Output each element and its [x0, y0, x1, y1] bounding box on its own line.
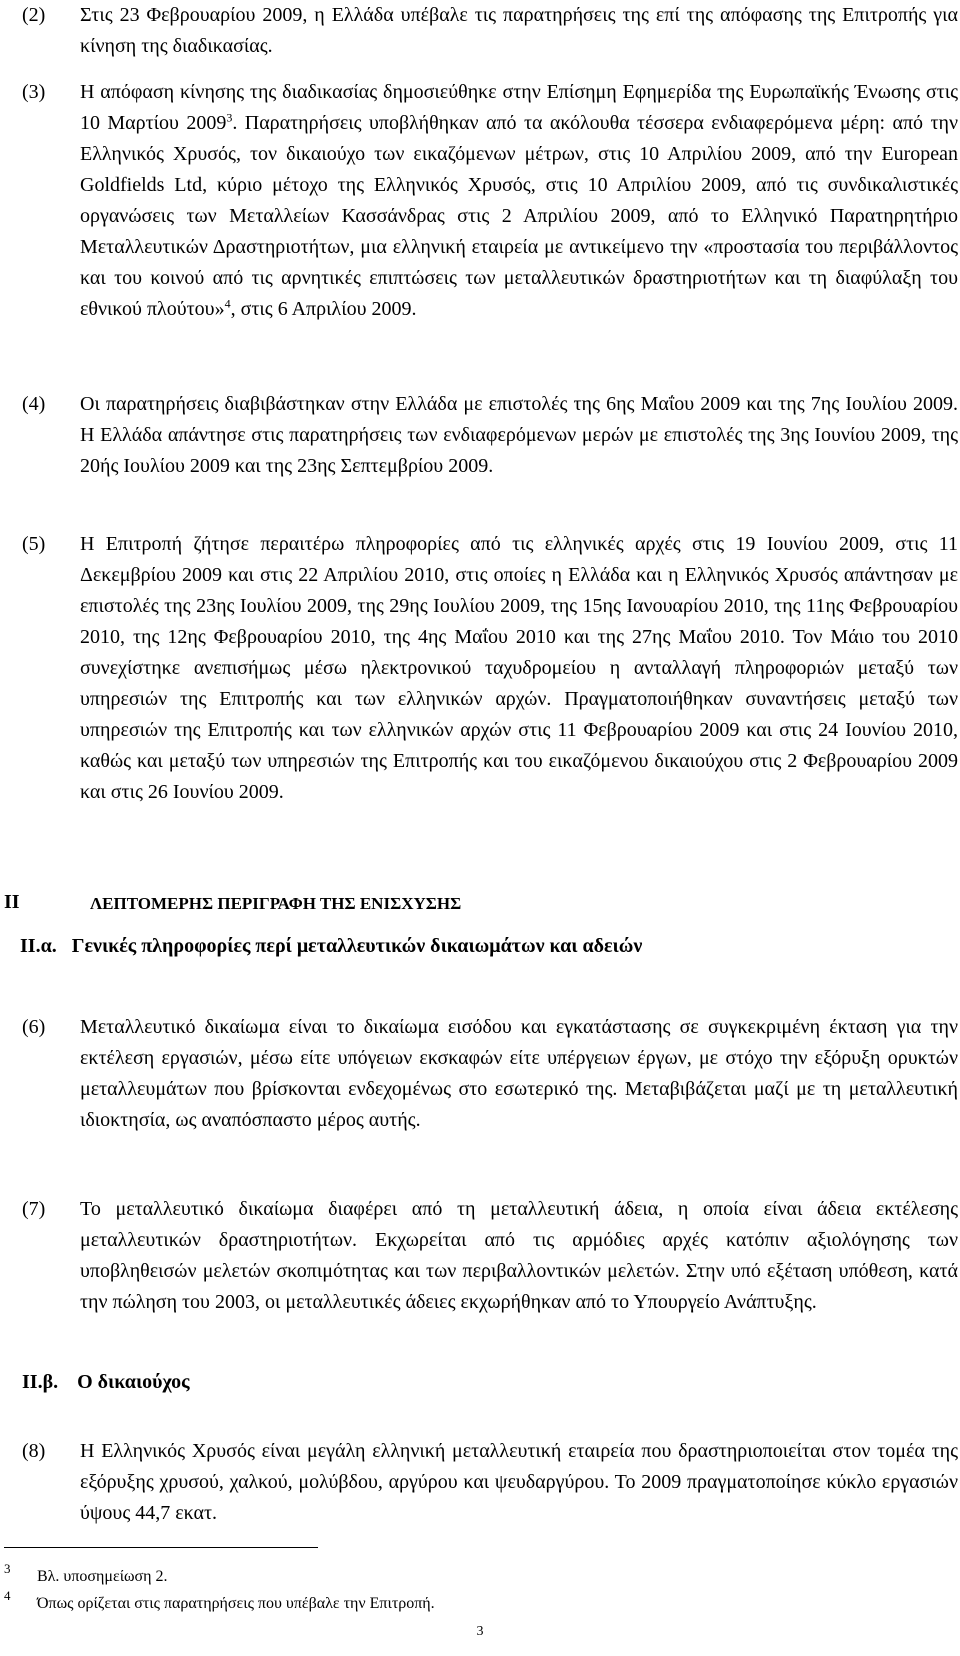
paragraph-7 — [22, 1194, 958, 1318]
paragraph-text: Η Επιτροπή ζήτησε περαιτέρω πληροφορίες από τις ελληνικές αρχές στις 19 Ιουνίου 2009, στις 11 Δεκεμβρίου 2009 και στις 22 Απριλίου 2010, στις οποίες η Ελλάδα και η Ελληνικός Χρυσός απάντησαν με επιστολές της 23ης Ιουλίου 2009, της 29ης Ιουλίου 2009, της 15ης Ιανουαρίου 2010, της 11ης Φεβρουαρίου 2010, της 12ης Φεβρουαρίου 2010, της 4ης Μαΐου 2010 και της 27ης Μαΐου 2010. Τον Μάιο του 2010 συνεχίστηκε ανεπισήμως μέσω ηλεκτρονικού ταχυδρομείου η ανταλλαγή πληροφοριών μεταξύ των υπηρεσιών της Επιτροπής και των ελληνικών αρχών. Πραγματοποιήθηκαν συναντήσεις μεταξύ των υπηρεσιών της Επιτροπής και των ελληνικών αρχών στις 11 Φεβρουαρίου 2009 και στις 24 Ιουνίου 2010, καθώς και μεταξύ των υπηρεσιών της Επιτροπής και του εικαζόμενου δικαιούχου στις 2 Φεβρουαρίου 2009 και στις 26 Ιουνίου 2009. — [80, 533, 958, 803]
footnote-text: Βλ. υποσημείωση 2. — [37, 1568, 168, 1585]
paragraph-5 — [22, 529, 958, 808]
paragraph-text — [80, 77, 958, 325]
paragraph-text: Το μεταλλευτικό δικαίωμα διαφέρει από τη μεταλλευτική άδεια, η οποία είναι άδεια εκτέλεσης μεταλλευτικών δραστηριοτήτων. Εκχωρείται από τις αρμόδιες αρχές κατόπιν αξιολόγησης των υποβληθεισών μελετών σκοπιμότητας και των περιβαλλοντικών μελετών. Στην υπό εξέταση υπόθεση, κατά την πώληση του 2003, οι μεταλλευτικές άδειες εκχωρήθηκαν από το Υπουργείο Ανάπτυξης. — [80, 1198, 958, 1313]
section-title: ΛΕΠΤΟΜΕΡΗΣ ΠΕΡΙΓΡΑΦΗ ΤΗΣ ΕΝΙΣΧΥΣΗΣ — [90, 894, 462, 913]
subsection-number: II.β. — [22, 1371, 59, 1393]
paragraph-3 — [22, 77, 958, 325]
paragraph-number: (7) — [22, 1198, 46, 1220]
paragraph-number: (8) — [22, 1440, 46, 1462]
paragraph-text-part: . Παρατηρήσεις υποβλήθηκαν από τα ακόλουθα τέσσερα ενδιαφερόμενα μέρη: από την Ελληνικός Χρυσός, τον δικαιούχο των εικαζόμενων μέτρων, στις 10 Απριλίου 2009, από την European Goldfields Ltd, κύριο μέτοχο της Ελληνικός Χρυσός, στις 10 Απριλίου 2009, από τις συνδικαλιστικές οργανώσεις των Μεταλλείων Κασσάνδρας στις 2 Απριλίου 2009, από το Ελληνικό Παρατηρητήριο Μεταλλευτικών Δραστηριοτήτων, μια ελληνική εταιρεία με αντικείμενο την «προστασία του περιβάλλοντος και του κοινού από τις αρνητικές επιπτώσεις των μεταλλευτικών δραστηριοτήτων και τη διαφύλαξη του εθνικού πλούτου» — [80, 112, 958, 320]
paragraph-text-part: , στις 6 Απριλίου 2009. — [230, 298, 417, 320]
footnote-number: 3 — [4, 1561, 11, 1576]
paragraph-number: (3) — [22, 81, 46, 103]
paragraph-text: Η Ελληνικός Χρυσός είναι μεγάλη ελληνική μεταλλευτική εταιρεία που δραστηριοποιείται στον τομέα της εξόρυξης χρυσού, χαλκού, μολύβδου, αργύρου και ψευδαργύρου. Το 2009 πραγματοποίησε κύκλο εργασιών ύψους 44,7 εκατ. — [80, 1440, 958, 1524]
footnote-4 — [4, 1588, 435, 1614]
paragraph-2 — [22, 0, 958, 62]
paragraph-number: (4) — [22, 393, 46, 415]
page-number: 3 — [476, 1624, 484, 1639]
subsection-title: Ο δικαιούχος — [77, 1371, 190, 1393]
footnote-ref-3[interactable]: 3 — [226, 110, 233, 125]
footnote-3 — [4, 1561, 168, 1587]
subsection-heading-b — [22, 1371, 190, 1394]
footnote-ref-4[interactable]: 4 — [224, 296, 231, 311]
paragraph-8 — [22, 1436, 958, 1529]
subsection-number: II.α. — [20, 935, 57, 957]
section-number: II — [4, 891, 20, 913]
footnote-number: 4 — [4, 1588, 11, 1603]
section-heading — [4, 891, 462, 914]
paragraph-number: (2) — [22, 4, 46, 26]
paragraph-text: Μεταλλευτικό δικαίωμα είναι το δικαίωμα εισόδου και εγκατάστασης σε συγκεκριμένη έκταση για την εκτέλεση εργασιών, μέσω είτε υπόγειων εκσκαφών είτε υπέργειων έργων, με στόχο την εξόρυξη ορυκτών μεταλλευμάτων που βρίσκονται ενδεχομένως στο εσωτερικό της. Μεταβιβάζεται μαζί με τη μεταλλευτική ιδιοκτησία, ως αναπόσπαστο μέρος αυτής. — [80, 1016, 958, 1131]
footnote-divider — [4, 1547, 318, 1548]
paragraph-text: Στις 23 Φεβρουαρίου 2009, η Ελλάδα υπέβαλε τις παρατηρήσεις της επί της απόφασης της Επιτροπής για κίνηση της διαδικασίας. — [80, 4, 958, 57]
paragraph-number: (6) — [22, 1016, 46, 1038]
paragraph-6 — [22, 1012, 958, 1136]
subsection-heading-a — [20, 935, 642, 958]
subsection-title: Γενικές πληροφορίες περί μεταλλευτικών δικαιωμάτων και αδειών — [71, 935, 643, 957]
paragraph-text-part: Η απόφαση κίνησης της διαδικασίας δημοσιεύθηκε στην Επίσημη Εφημερίδα της Ευρωπαϊκής Ένωσης στις 10 Μαρτίου 2009 — [80, 81, 958, 134]
footnote-text: Όπως ορίζεται στις παρατηρήσεις που υπέβαλε την Επιτροπή. — [37, 1595, 435, 1612]
paragraph-4 — [22, 389, 958, 482]
paragraph-number: (5) — [22, 533, 46, 555]
paragraph-text: Οι παρατηρήσεις διαβιβάστηκαν στην Ελλάδα με επιστολές της 6ης Μαΐου 2009 και της 7ης Ιουλίου 2009. Η Ελλάδα απάντησε στις παρατηρήσεις των ενδιαφερόμενων μερών με επιστολές της 3ης Ιουνίου 2009, της 20ής Ιουλίου 2009 και της 23ης Σεπτεμβρίου 2009. — [80, 393, 958, 477]
